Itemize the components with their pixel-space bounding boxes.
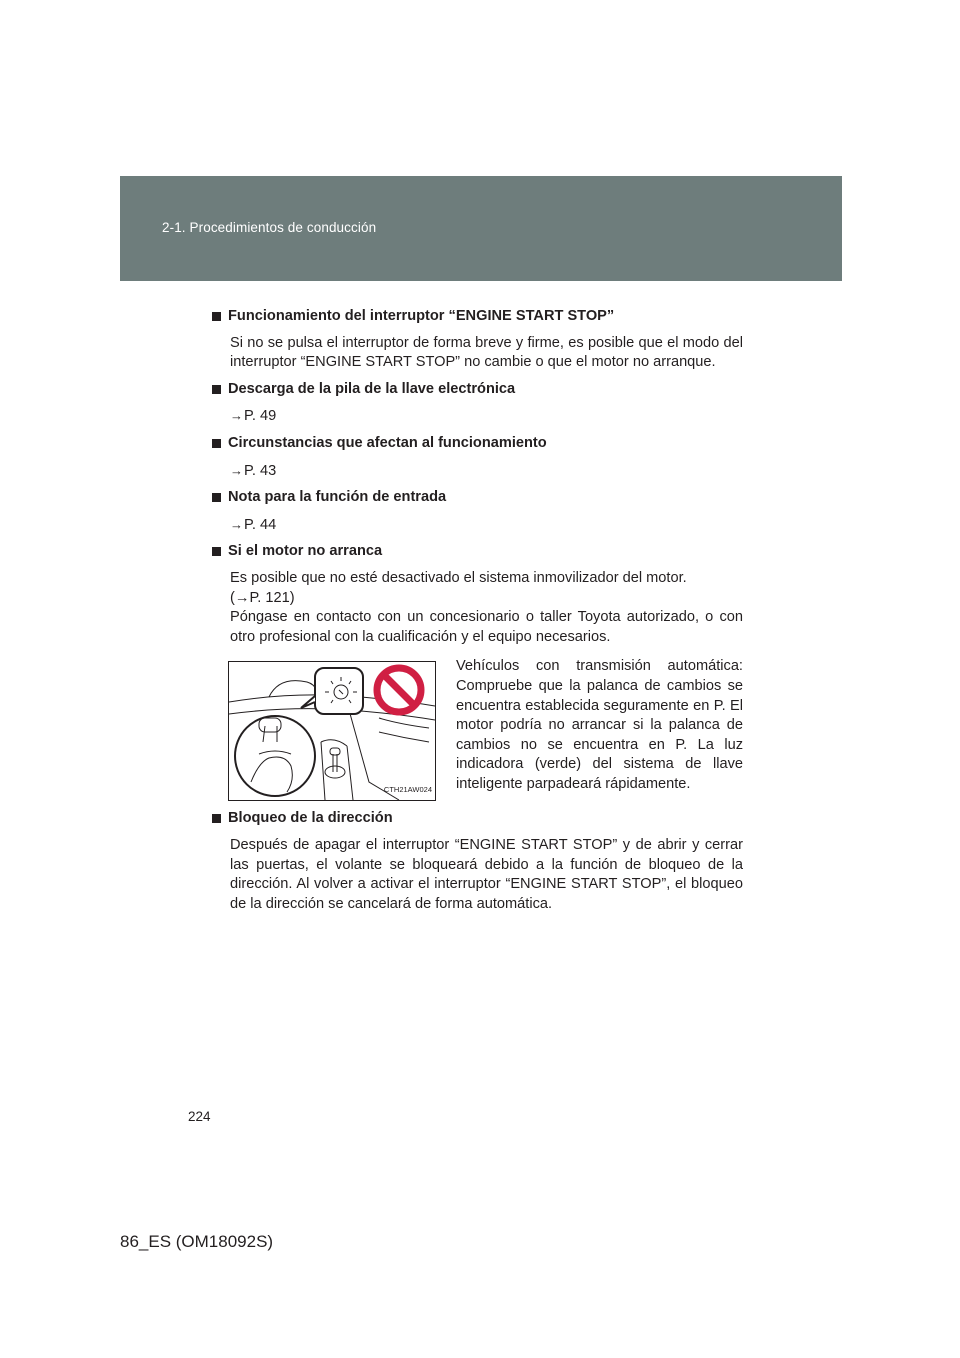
square-bullet-icon [212,439,221,448]
square-bullet-icon [212,385,221,394]
square-bullet-icon [212,493,221,502]
square-bullet-icon [212,547,221,556]
section-heading: Si el motor no arranca [212,542,743,562]
arrow-right-icon: → [230,516,243,532]
figure-code: CTH21AW024 [383,784,432,794]
section-body: Es posible que no esté desactivado el sistema inmovilizador del motor. (→P. 121) Póngase en contacto con un concesionario o taller Toyota autorizado, o con otro profesional con la cualificación y el equipo necesarios. [230,569,743,645]
section-heading: Circunstancias que afectan al funcionamiento [212,434,743,454]
section-circumstances [212,434,743,481]
section-entry-function [212,488,743,535]
section-title: 2-1. Procedimientos de conducción [162,220,377,235]
section-engine-no-start [212,542,743,647]
page-content [212,307,743,921]
page-reference: →P. 43 [230,462,277,479]
section-key-battery [212,380,743,427]
figure-row [228,657,743,801]
header-band [120,176,842,281]
section-body: Si no se pulsa el interruptor de forma breve y firme, es posible que el modo del interruptor “ENGINE START STOP” no cambie o que el motor no arranque. [230,334,743,371]
page-reference: →P. 44 [230,516,277,533]
section-heading: Funcionamiento del interruptor “ENGINE START STOP” [212,307,743,327]
section-heading: Bloqueo de la dirección [212,809,743,829]
section-heading: Descarga de la pila de la llave electrónica [212,380,743,400]
page-reference: →P. 49 [230,408,277,425]
section-heading: Nota para la función de entrada [212,488,743,508]
document-code: 86_ES (OM18092S) [120,1232,274,1251]
square-bullet-icon [212,312,221,321]
dashboard-illustration [228,661,436,801]
square-bullet-icon [212,814,221,823]
page-number: 224 [188,1109,211,1124]
section-engine-switch [212,307,743,373]
figure-caption: Vehículos con transmisión automática: Compruebe que la palanca de cambios se encuentra establecida seguramente en P. El motor podría no arrancar si la palanca de cambios no se encuentra en P. La luz indicadora (verde) del sistema de llave inteligente parpadeará rápidamente. [456,658,743,792]
section-steering-lock [212,809,743,914]
section-body: Después de apagar el interruptor “ENGINE START STOP” y de abrir y cerrar las puertas, el volante se bloqueará debido a la función de bloqueo de la dirección. Al volver a activar el interruptor “ENGINE START STOP”, el bloqueo de la dirección se cancelará de forma automática. [230,836,743,912]
arrow-right-icon: → [230,408,243,424]
arrow-right-icon: → [230,462,243,478]
